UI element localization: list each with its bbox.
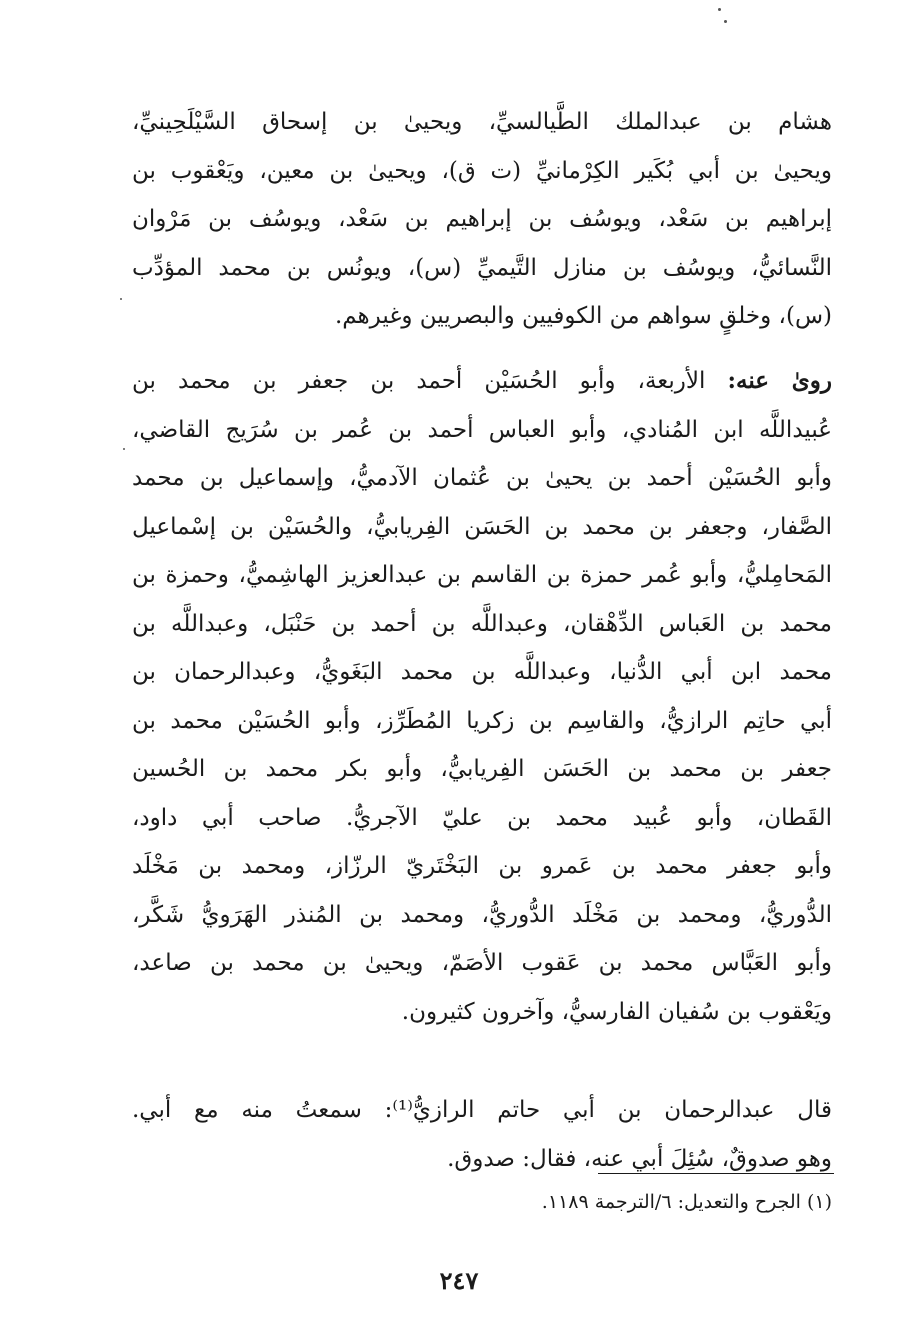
text-line: القَطان، وأبو عُبيد محمد بن عليّ الآجريُّ. صاحب أبي داود،: [132, 804, 832, 831]
text-line: جعفر بن محمد بن الحَسَن الفِريابيُّ، وأبو بكر محمد بن الحُسين: [132, 756, 832, 782]
text-line: وأبو جعفر محمد بن عَمرو بن البَخْتَريّ الرزّاز، ومحمد بن مَخْلَد: [132, 853, 832, 879]
text-line: عُبيداللَّه ابن المُنادي، وأبو العباس أحمد بن عُمر بن سُرَيج القاضي،: [132, 416, 832, 443]
text-line: محمد ابن أبي الدُّنيا، وعبداللَّه بن محمد البَغَويُّ، وعبدالرحمان بن: [132, 659, 832, 685]
text-line: [132, 357, 832, 406]
paragraph-narrators-from: [132, 98, 832, 341]
paragraph-narrated-by: [132, 357, 832, 1036]
text-line: وأبو الحُسَيْن أحمد بن يحيىٰ بن عُثمان الآدميُّ، وإسماعيل بن محمد: [132, 465, 832, 491]
scan-speck: [718, 8, 721, 11]
text-line: ويحيىٰ بن أبي بُكَير الكِرْمانيِّ (ت ق)، ويحيىٰ بن معين، ويَعْقوب بن: [132, 157, 832, 184]
section-lead: روىٰ عنه:: [727, 367, 832, 394]
page-number: ٢٤٧: [439, 1266, 479, 1295]
text-line: محمد بن العَباس الدِّهْقان، وعبداللَّه بن أحمد بن حَنْبَل، وعبداللَّه بن: [132, 610, 832, 637]
footnote: (١) الجرح والتعديل: ٦/الترجمة ١١٨٩.: [541, 1191, 832, 1213]
paragraph-assessment: [132, 1086, 832, 1183]
text-line: المَحامِليُّ، وأبو عُمر حمزة بن القاسم بن عبدالعزيز الهاشِميُّ، وحمزة بن: [132, 562, 832, 588]
footnote-divider: [598, 1173, 834, 1174]
text-line: (س)، وخلقٍ سواهم من الكوفيين والبصريين وغيرهم.: [334, 303, 832, 329]
text-line: إبراهيم بن سَعْد، ويوسُف بن إبراهيم بن سَعْد، ويوسُف بن مَرْوان: [132, 206, 832, 232]
text-line-rest: الأربعة، وأبو الحُسَيْن أحمد بن جعفر بن محمد بن: [132, 368, 706, 394]
text-line: النَّسائيُّ، ويوسُف بن منازل التَّيميِّ (س)، ويونُس بن محمد المؤدِّب: [132, 254, 832, 281]
text-line: قال عبدالرحمان بن أبي حاتم الرازيُّ⁽¹⁾: سمعتُ منه مع أبي.: [132, 1097, 832, 1123]
text-line: هشام بن عبدالملك الطَّيالسيِّ، ويحيىٰ بن إسحاق السَّيْلَحِينيِّ،: [132, 109, 832, 135]
text-line: وهو صدوقٌ، سُئِلَ أبي عنه، فقال: صدوق.: [447, 1145, 832, 1172]
scan-speck: [120, 298, 122, 300]
text-line: وأبو العَبَّاس محمد بن عَقوب الأصَمّ، ويحيىٰ بن محمد بن صاعد،: [132, 950, 832, 976]
scan-speck: [123, 448, 125, 450]
text-line: الدُّوريُّ، ومحمد بن مَخْلَد الدُّوريُّ، ومحمد بن المُنذر الهَرَويُّ شَكَّر،: [132, 901, 832, 928]
text-line: الصَّفار، وجعفر بن محمد بن الحَسَن الفِريابيُّ، والحُسَيْن بن إسْماعيل: [132, 513, 832, 540]
text-line: أبي حاتِم الرازيُّ، والقاسِم بن زكريا المُطَرِّز، وأبو الحُسَيْن محمد بن: [132, 707, 832, 734]
text-line: ويَعْقوب بن سُفيان الفارسيُّ، وآخرون كثيرون.: [401, 998, 832, 1025]
scan-speck: [724, 20, 727, 23]
